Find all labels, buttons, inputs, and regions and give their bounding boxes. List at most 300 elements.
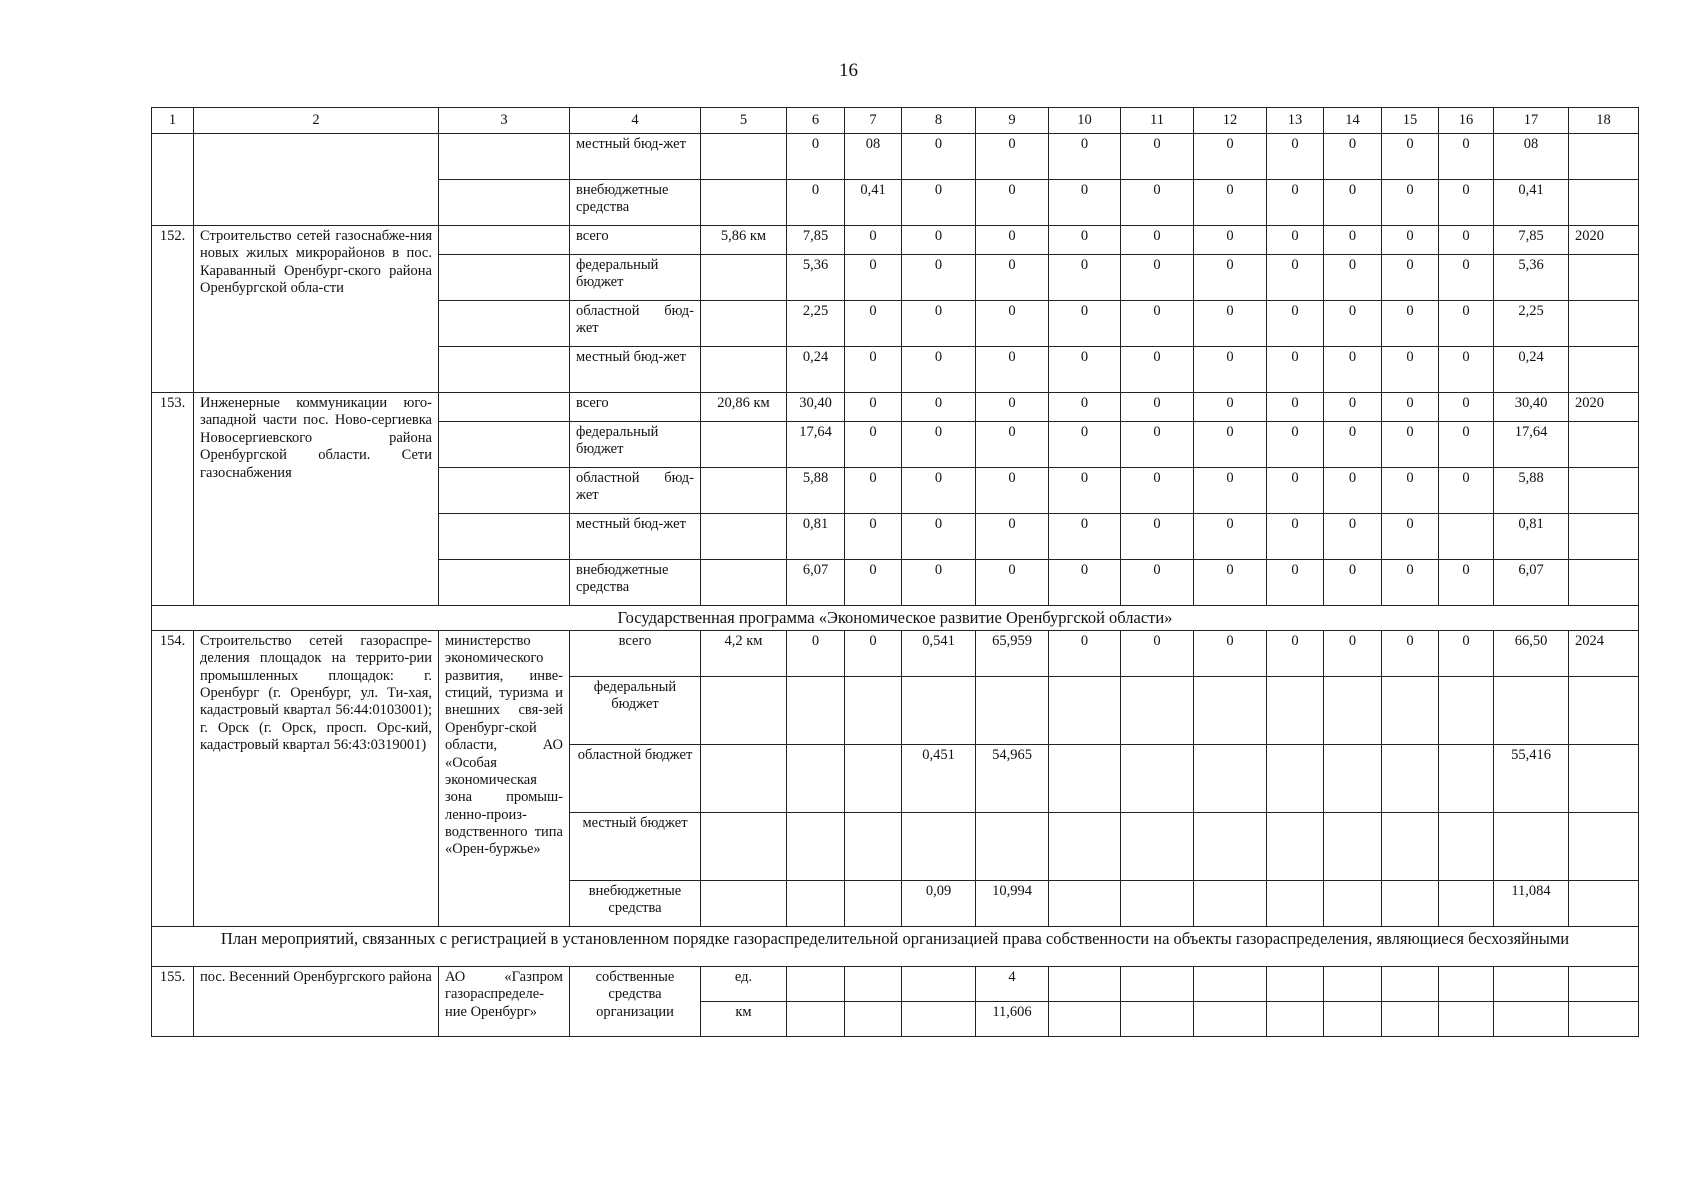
executor-cell [439, 347, 570, 393]
value-cell-col-10 [1049, 676, 1121, 744]
value-cell-col-5: км [701, 1001, 787, 1036]
value-cell-col-5: 20,86 км [701, 393, 787, 422]
column-header-14: 14 [1324, 108, 1382, 134]
value-cell-col-9: 4 [976, 966, 1049, 1001]
source-cell: федеральный бюджет [570, 255, 701, 301]
value-cell-col-13: 0 [1267, 347, 1324, 393]
value-cell-col-14 [1324, 676, 1382, 744]
value-cell-col-8: 0 [902, 393, 976, 422]
value-cell-col-9: 11,606 [976, 1001, 1049, 1036]
value-cell-col-10: 0 [1049, 347, 1121, 393]
column-header-5: 5 [701, 108, 787, 134]
value-cell-col-9: 0 [976, 226, 1049, 255]
source-cell: федеральный бюджет [570, 676, 701, 744]
executor-cell [439, 180, 570, 226]
value-cell-col-9: 0 [976, 468, 1049, 514]
value-cell-col-5 [701, 301, 787, 347]
value-cell-col-7: 0 [845, 514, 902, 560]
column-header-12: 12 [1194, 108, 1267, 134]
value-cell-col-8: 0,541 [902, 630, 976, 676]
value-cell-col-18 [1569, 676, 1639, 744]
value-cell-col-11 [1121, 676, 1194, 744]
value-cell-col-11: 0 [1121, 180, 1194, 226]
source-cell: внебюджетные средства [570, 880, 701, 926]
value-cell-col-6: 0 [787, 180, 845, 226]
value-cell-col-14: 0 [1324, 630, 1382, 676]
value-cell-col-14 [1324, 880, 1382, 926]
value-cell-col-6: 5,88 [787, 468, 845, 514]
value-cell-col-7: 0 [845, 301, 902, 347]
value-cell-col-16 [1439, 744, 1494, 812]
value-cell-col-18 [1569, 966, 1639, 1001]
value-cell-col-9: 0 [976, 134, 1049, 180]
value-cell-col-12: 0 [1194, 514, 1267, 560]
value-cell-col-17 [1494, 966, 1569, 1001]
value-cell-col-10: 0 [1049, 226, 1121, 255]
value-cell-col-11: 0 [1121, 393, 1194, 422]
value-cell-col-7 [845, 966, 902, 1001]
value-cell-col-16 [1439, 880, 1494, 926]
value-cell-col-12 [1194, 966, 1267, 1001]
value-cell-col-6 [787, 676, 845, 744]
value-cell-col-8: 0 [902, 134, 976, 180]
value-cell-col-5 [701, 676, 787, 744]
value-cell-col-9: 0 [976, 393, 1049, 422]
executor-cell: министерство экономического развития, инве-стиций, туризма и внешних свя-зей Оренбург-ской области, АО «Особая экономическая зона промыш-ленно-произ-водственного типа «Орен-буржье» [439, 630, 570, 926]
value-cell-col-15: 0 [1382, 468, 1439, 514]
column-header-9: 9 [976, 108, 1049, 134]
value-cell-col-18 [1569, 812, 1639, 880]
value-cell-col-13 [1267, 880, 1324, 926]
value-cell-col-10: 0 [1049, 422, 1121, 468]
value-cell-col-5 [701, 880, 787, 926]
value-cell-col-17: 55,416 [1494, 744, 1569, 812]
column-header-17: 17 [1494, 108, 1569, 134]
value-cell-col-14: 0 [1324, 255, 1382, 301]
value-cell-col-14 [1324, 744, 1382, 812]
section-title: Государственная программа «Экономическое развитие Оренбургской области» [152, 606, 1639, 631]
value-cell-col-18 [1569, 744, 1639, 812]
num-cell [152, 134, 194, 226]
value-cell-col-17: 30,40 [1494, 393, 1569, 422]
value-cell-col-17: 5,88 [1494, 468, 1569, 514]
value-cell-col-16: 0 [1439, 347, 1494, 393]
value-cell-col-18 [1569, 180, 1639, 226]
value-cell-col-15: 0 [1382, 347, 1439, 393]
executor-cell [439, 226, 570, 255]
value-cell-col-15: 0 [1382, 514, 1439, 560]
value-cell-col-13: 0 [1267, 630, 1324, 676]
value-cell-col-11: 0 [1121, 134, 1194, 180]
value-cell-col-13: 0 [1267, 301, 1324, 347]
value-cell-col-17: 08 [1494, 134, 1569, 180]
value-cell-col-5 [701, 514, 787, 560]
column-header-8: 8 [902, 108, 976, 134]
value-cell-col-12 [1194, 1001, 1267, 1036]
value-cell-col-14: 0 [1324, 422, 1382, 468]
value-cell-col-13 [1267, 1001, 1324, 1036]
value-cell-col-6: 0 [787, 134, 845, 180]
value-cell-col-5: 5,86 км [701, 226, 787, 255]
value-cell-col-16: 0 [1439, 180, 1494, 226]
value-cell-col-13: 0 [1267, 255, 1324, 301]
value-cell-col-7: 0 [845, 630, 902, 676]
executor-cell [439, 422, 570, 468]
table-row [152, 226, 1639, 255]
value-cell-col-15: 0 [1382, 134, 1439, 180]
value-cell-col-14 [1324, 812, 1382, 880]
source-cell: федеральный бюджет [570, 422, 701, 468]
value-cell-col-16 [1439, 514, 1494, 560]
value-cell-col-17 [1494, 812, 1569, 880]
value-cell-col-6: 0,24 [787, 347, 845, 393]
value-cell-col-17: 17,64 [1494, 422, 1569, 468]
value-cell-col-6: 0 [787, 630, 845, 676]
executor-cell [439, 301, 570, 347]
value-cell-col-11: 0 [1121, 630, 1194, 676]
value-cell-col-18: 2024 [1569, 630, 1639, 676]
value-cell-col-10: 0 [1049, 134, 1121, 180]
value-cell-col-10: 0 [1049, 255, 1121, 301]
value-cell-col-5 [701, 744, 787, 812]
value-cell-col-16 [1439, 812, 1494, 880]
value-cell-col-12: 0 [1194, 255, 1267, 301]
table-row [152, 134, 1639, 180]
value-cell-col-8: 0 [902, 180, 976, 226]
value-cell-col-8: 0 [902, 514, 976, 560]
value-cell-col-9: 10,994 [976, 880, 1049, 926]
value-cell-col-7 [845, 676, 902, 744]
value-cell-col-11 [1121, 966, 1194, 1001]
value-cell-col-12: 0 [1194, 630, 1267, 676]
section-row [152, 926, 1639, 966]
value-cell-col-5 [701, 468, 787, 514]
executor-cell [439, 514, 570, 560]
value-cell-col-8 [902, 676, 976, 744]
value-cell-col-9: 54,965 [976, 744, 1049, 812]
value-cell-col-15 [1382, 1001, 1439, 1036]
value-cell-col-13: 0 [1267, 514, 1324, 560]
value-cell-col-15 [1382, 744, 1439, 812]
value-cell-col-9: 0 [976, 514, 1049, 560]
value-cell-col-11: 0 [1121, 255, 1194, 301]
value-cell-col-9 [976, 812, 1049, 880]
budget-table [151, 107, 1639, 1037]
value-cell-col-12 [1194, 744, 1267, 812]
column-header-13: 13 [1267, 108, 1324, 134]
value-cell-col-7: 0 [845, 422, 902, 468]
value-cell-col-14: 0 [1324, 347, 1382, 393]
value-cell-col-8: 0,09 [902, 880, 976, 926]
value-cell-col-9: 0 [976, 422, 1049, 468]
source-cell: местный бюд-жет [570, 514, 701, 560]
value-cell-col-10 [1049, 744, 1121, 812]
column-header-4: 4 [570, 108, 701, 134]
value-cell-col-14 [1324, 966, 1382, 1001]
value-cell-col-6 [787, 1001, 845, 1036]
value-cell-col-14: 0 [1324, 514, 1382, 560]
value-cell-col-12 [1194, 676, 1267, 744]
value-cell-col-5 [701, 560, 787, 606]
value-cell-col-13: 0 [1267, 134, 1324, 180]
value-cell-col-16: 0 [1439, 422, 1494, 468]
item-name: Строительство сетей газораспре-деления площадок на террито-рии промышленных площадок: г. Оренбург (г. Оренбург, ул. Ти-хая, кадастровый квартал 56:44:0103001); г. Орск (г. Орск, просп. Орс-кий, кадастровый квартал 56:43:0319001) [194, 630, 439, 926]
value-cell-col-7: 08 [845, 134, 902, 180]
executor-cell [439, 134, 570, 180]
value-cell-col-17: 0,24 [1494, 347, 1569, 393]
value-cell-col-14: 0 [1324, 468, 1382, 514]
value-cell-col-10: 0 [1049, 630, 1121, 676]
value-cell-col-16: 0 [1439, 560, 1494, 606]
table-row [152, 966, 1639, 1001]
value-cell-col-6: 17,64 [787, 422, 845, 468]
value-cell-col-10: 0 [1049, 560, 1121, 606]
value-cell-col-14: 0 [1324, 134, 1382, 180]
value-cell-col-11: 0 [1121, 560, 1194, 606]
source-cell: всего [570, 630, 701, 676]
value-cell-col-9: 65,959 [976, 630, 1049, 676]
column-header-1: 1 [152, 108, 194, 134]
value-cell-col-18: 2020 [1569, 226, 1639, 255]
value-cell-col-12: 0 [1194, 347, 1267, 393]
value-cell-col-17: 0,81 [1494, 514, 1569, 560]
name-cell [194, 134, 439, 226]
value-cell-col-17: 11,084 [1494, 880, 1569, 926]
executor-cell [439, 255, 570, 301]
section-row [152, 606, 1639, 631]
value-cell-col-12: 0 [1194, 301, 1267, 347]
value-cell-col-5: 4,2 км [701, 630, 787, 676]
value-cell-col-16: 0 [1439, 255, 1494, 301]
value-cell-col-10 [1049, 812, 1121, 880]
value-cell-col-15: 0 [1382, 560, 1439, 606]
value-cell-col-8: 0 [902, 301, 976, 347]
value-cell-col-8: 0 [902, 422, 976, 468]
value-cell-col-17 [1494, 676, 1569, 744]
source-cell: всего [570, 393, 701, 422]
value-cell-col-7: 0 [845, 468, 902, 514]
value-cell-col-12: 0 [1194, 422, 1267, 468]
value-cell-col-5: ед. [701, 966, 787, 1001]
value-cell-col-17: 6,07 [1494, 560, 1569, 606]
value-cell-col-15 [1382, 812, 1439, 880]
value-cell-col-10: 0 [1049, 468, 1121, 514]
source-cell: всего [570, 226, 701, 255]
value-cell-col-11: 0 [1121, 468, 1194, 514]
value-cell-col-10 [1049, 1001, 1121, 1036]
value-cell-col-13 [1267, 966, 1324, 1001]
value-cell-col-6: 2,25 [787, 301, 845, 347]
section-title: План мероприятий, связанных с регистрацией в установленном порядке газораспределительной организацией права собственности на объекты газораспределения, являющиеся бесхозяйными [152, 926, 1639, 966]
value-cell-col-16 [1439, 1001, 1494, 1036]
value-cell-col-10: 0 [1049, 514, 1121, 560]
source-cell: местный бюд-жет [570, 347, 701, 393]
value-cell-col-7: 0 [845, 255, 902, 301]
value-cell-col-5 [701, 134, 787, 180]
value-cell-col-8: 0 [902, 255, 976, 301]
column-header-10: 10 [1049, 108, 1121, 134]
item-number: 153. [152, 393, 194, 606]
value-cell-col-16: 0 [1439, 226, 1494, 255]
value-cell-col-16: 0 [1439, 630, 1494, 676]
value-cell-col-11: 0 [1121, 347, 1194, 393]
value-cell-col-11: 0 [1121, 301, 1194, 347]
value-cell-col-13: 0 [1267, 468, 1324, 514]
value-cell-col-17: 7,85 [1494, 226, 1569, 255]
value-cell-col-13 [1267, 676, 1324, 744]
value-cell-col-16: 0 [1439, 301, 1494, 347]
column-header-6: 6 [787, 108, 845, 134]
value-cell-col-11: 0 [1121, 422, 1194, 468]
value-cell-col-7 [845, 880, 902, 926]
source-cell: областной бюд-жет [570, 301, 701, 347]
value-cell-col-15 [1382, 676, 1439, 744]
value-cell-col-10 [1049, 966, 1121, 1001]
value-cell-col-16: 0 [1439, 468, 1494, 514]
value-cell-col-5 [701, 347, 787, 393]
column-header-7: 7 [845, 108, 902, 134]
value-cell-col-8: 0 [902, 468, 976, 514]
value-cell-col-13: 0 [1267, 393, 1324, 422]
value-cell-col-15: 0 [1382, 422, 1439, 468]
value-cell-col-18: 2020 [1569, 393, 1639, 422]
source-cell: областной бюд-жет [570, 468, 701, 514]
source-cell: местный бюд-жет [570, 134, 701, 180]
value-cell-col-18 [1569, 880, 1639, 926]
value-cell-col-9 [976, 676, 1049, 744]
value-cell-col-14 [1324, 1001, 1382, 1036]
column-header-3: 3 [439, 108, 570, 134]
value-cell-col-11 [1121, 880, 1194, 926]
value-cell-col-8: 0 [902, 226, 976, 255]
value-cell-col-10 [1049, 880, 1121, 926]
value-cell-col-18 [1569, 134, 1639, 180]
value-cell-col-16 [1439, 966, 1494, 1001]
value-cell-col-6 [787, 744, 845, 812]
value-cell-col-9: 0 [976, 560, 1049, 606]
value-cell-col-13 [1267, 744, 1324, 812]
value-cell-col-8: 0,451 [902, 744, 976, 812]
value-cell-col-9: 0 [976, 255, 1049, 301]
item-number: 152. [152, 226, 194, 393]
value-cell-col-7: 0 [845, 347, 902, 393]
value-cell-col-11 [1121, 1001, 1194, 1036]
value-cell-col-12: 0 [1194, 468, 1267, 514]
value-cell-col-17: 0,41 [1494, 180, 1569, 226]
header-row [152, 108, 1639, 134]
value-cell-col-5 [701, 422, 787, 468]
value-cell-col-10: 0 [1049, 180, 1121, 226]
value-cell-col-12: 0 [1194, 134, 1267, 180]
value-cell-col-7: 0 [845, 560, 902, 606]
value-cell-col-5 [701, 812, 787, 880]
executor-cell [439, 468, 570, 514]
value-cell-col-17 [1494, 1001, 1569, 1036]
value-cell-col-14: 0 [1324, 301, 1382, 347]
value-cell-col-12: 0 [1194, 560, 1267, 606]
value-cell-col-18 [1569, 1001, 1639, 1036]
value-cell-col-13: 0 [1267, 422, 1324, 468]
value-cell-col-6: 7,85 [787, 226, 845, 255]
value-cell-col-15 [1382, 966, 1439, 1001]
value-cell-col-11: 0 [1121, 226, 1194, 255]
value-cell-col-7 [845, 1001, 902, 1036]
value-cell-col-9: 0 [976, 180, 1049, 226]
value-cell-col-8: 0 [902, 347, 976, 393]
value-cell-col-11 [1121, 812, 1194, 880]
value-cell-col-14: 0 [1324, 180, 1382, 226]
value-cell-col-9: 0 [976, 301, 1049, 347]
source-cell: внебюджетные средства [570, 180, 701, 226]
column-header-11: 11 [1121, 108, 1194, 134]
value-cell-col-13: 0 [1267, 180, 1324, 226]
value-cell-col-12 [1194, 812, 1267, 880]
value-cell-col-16 [1439, 676, 1494, 744]
value-cell-col-11: 0 [1121, 514, 1194, 560]
value-cell-col-18 [1569, 560, 1639, 606]
item-name: пос. Весенний Оренбургского района [194, 966, 439, 1036]
source-cell: местный бюджет [570, 812, 701, 880]
value-cell-col-15: 0 [1382, 393, 1439, 422]
value-cell-col-5 [701, 255, 787, 301]
value-cell-col-17: 66,50 [1494, 630, 1569, 676]
value-cell-col-15: 0 [1382, 630, 1439, 676]
value-cell-col-9: 0 [976, 347, 1049, 393]
value-cell-col-16: 0 [1439, 134, 1494, 180]
value-cell-col-12 [1194, 880, 1267, 926]
value-cell-col-7: 0 [845, 393, 902, 422]
value-cell-col-18 [1569, 514, 1639, 560]
source-cell: областной бюджет [570, 744, 701, 812]
value-cell-col-13: 0 [1267, 226, 1324, 255]
value-cell-col-6 [787, 812, 845, 880]
item-name: Строительство сетей газоснабже-ния новых жилых микрорайонов в пос. Караванный Оренбург-ского района Оренбургской обла-сти [194, 226, 439, 393]
value-cell-col-6: 5,36 [787, 255, 845, 301]
executor-cell: АО «Газпром газораспределе-ние Оренбург» [439, 966, 570, 1036]
value-cell-col-8 [902, 1001, 976, 1036]
value-cell-col-15: 0 [1382, 226, 1439, 255]
value-cell-col-12: 0 [1194, 180, 1267, 226]
value-cell-col-7: 0 [845, 226, 902, 255]
column-header-18: 18 [1569, 108, 1639, 134]
value-cell-col-12: 0 [1194, 226, 1267, 255]
executor-cell [439, 393, 570, 422]
value-cell-col-17: 2,25 [1494, 301, 1569, 347]
value-cell-col-6: 6,07 [787, 560, 845, 606]
value-cell-col-7: 0,41 [845, 180, 902, 226]
value-cell-col-14: 0 [1324, 560, 1382, 606]
value-cell-col-10: 0 [1049, 393, 1121, 422]
executor-cell [439, 560, 570, 606]
value-cell-col-15 [1382, 880, 1439, 926]
source-cell: собственные средства организации [570, 966, 701, 1036]
table-row [152, 630, 1639, 676]
page-number: 16 [839, 60, 858, 81]
value-cell-col-14: 0 [1324, 393, 1382, 422]
value-cell-col-16: 0 [1439, 393, 1494, 422]
column-header-2: 2 [194, 108, 439, 134]
item-number: 154. [152, 630, 194, 926]
item-name: Инженерные коммуникации юго-западной части пос. Ново-сергиевка Новосергиевского района Оренбургской области. Сети газоснабжения [194, 393, 439, 606]
value-cell-col-6 [787, 880, 845, 926]
value-cell-col-13 [1267, 812, 1324, 880]
value-cell-col-18 [1569, 422, 1639, 468]
value-cell-col-6: 30,40 [787, 393, 845, 422]
value-cell-col-15: 0 [1382, 301, 1439, 347]
value-cell-col-7 [845, 812, 902, 880]
value-cell-col-8 [902, 812, 976, 880]
value-cell-col-6 [787, 966, 845, 1001]
